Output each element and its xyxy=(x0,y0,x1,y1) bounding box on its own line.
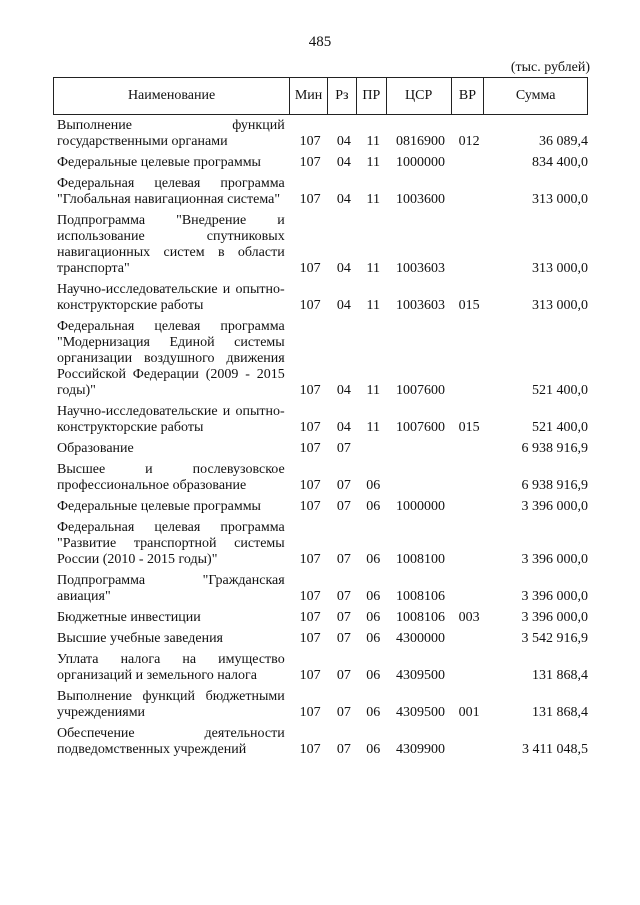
header-min: Мин xyxy=(290,78,328,114)
cell-name: Научно-исследовательские и опытно-конструкторские работы xyxy=(57,404,285,435)
cell-sum: 131 868,4 xyxy=(532,705,588,720)
header-name: Наименование xyxy=(54,78,290,114)
cell-name: Выполнение функций бюджетными учреждениями xyxy=(57,689,285,720)
cell-pr: 06 xyxy=(366,499,381,514)
header-sum: Сумма xyxy=(515,88,556,103)
cell-min: 107 xyxy=(299,420,321,435)
cell-min: 107 xyxy=(299,298,321,313)
cell-pr: 06 xyxy=(366,552,381,567)
cell-pr: 11 xyxy=(366,261,380,276)
cell-min: 107 xyxy=(299,742,321,757)
cell-csr: 1000000 xyxy=(395,499,445,514)
cell-sum: 36 089,4 xyxy=(539,134,588,149)
cell-pr: 11 xyxy=(366,420,380,435)
table-row xyxy=(53,404,588,436)
cell-name: Бюджетные инвестиции xyxy=(57,610,201,625)
cell-name: Обеспечение деятельности подведомственных учреждений xyxy=(57,726,285,757)
cell-sum: 6 938 916,9 xyxy=(521,478,588,493)
header-rz: Рз xyxy=(328,78,357,114)
cell-vr: 012 xyxy=(458,134,480,149)
cell-min: 107 xyxy=(299,155,321,170)
cell-sum: 313 000,0 xyxy=(532,192,588,207)
cell-rz: 07 xyxy=(336,589,351,604)
cell-name: Федеральная целевая программа "Развитие транспортной системы России (2010 - 2015 годы)" xyxy=(57,520,285,567)
table-row xyxy=(53,499,588,515)
cell-rz: 04 xyxy=(336,383,351,398)
cell-pr: 11 xyxy=(366,155,380,170)
cell-rz: 07 xyxy=(336,742,351,757)
cell-csr: 4309500 xyxy=(395,668,445,683)
units-label: (тыс. рублей) xyxy=(510,60,590,75)
cell-name: Уплата налога на имущество организаций и земельного налога xyxy=(57,652,285,683)
table-row xyxy=(53,155,588,171)
cell-csr: 1008100 xyxy=(395,552,445,567)
cell-name: Научно-исследовательские и опытно-конструкторские работы xyxy=(57,282,285,313)
cell-csr: 1008106 xyxy=(395,589,445,604)
cell-rz: 04 xyxy=(336,192,351,207)
table-row xyxy=(53,610,588,626)
cell-pr: 06 xyxy=(366,610,381,625)
cell-min: 107 xyxy=(299,589,321,604)
cell-vr: 003 xyxy=(458,610,480,625)
header-vr: ВР xyxy=(452,78,485,114)
cell-rz: 07 xyxy=(336,478,351,493)
table-row xyxy=(53,282,588,314)
cell-sum: 3 411 048,5 xyxy=(522,742,588,757)
cell-rz: 04 xyxy=(336,155,351,170)
cell-min: 107 xyxy=(299,668,321,683)
cell-rz: 04 xyxy=(336,261,351,276)
cell-name: Федеральная целевая программа "Глобальная навигационная система" xyxy=(57,176,285,207)
table-row xyxy=(53,213,588,277)
cell-name: Образование xyxy=(57,441,134,456)
table-row xyxy=(53,652,588,684)
cell-pr: 11 xyxy=(366,298,380,313)
cell-sum: 3 396 000,0 xyxy=(521,499,588,514)
table-row xyxy=(53,573,588,605)
cell-csr: 1007600 xyxy=(395,383,445,398)
cell-min: 107 xyxy=(299,383,321,398)
cell-csr: 1003603 xyxy=(395,261,445,276)
table-row xyxy=(53,176,588,208)
table-row xyxy=(53,441,588,457)
cell-sum: 521 400,0 xyxy=(532,383,588,398)
cell-rz: 07 xyxy=(336,668,351,683)
cell-name: Высшие учебные заведения xyxy=(57,631,223,646)
cell-rz: 04 xyxy=(336,298,351,313)
cell-rz: 07 xyxy=(336,552,351,567)
cell-csr: 4309900 xyxy=(395,742,445,757)
cell-csr: 1003603 xyxy=(395,298,445,313)
cell-vr: 001 xyxy=(458,705,480,720)
cell-name: Федеральная целевая программа "Модернизация Единой системы организации воздушного движения Российской Федерации (2009 - 2015 годы)" xyxy=(57,319,285,398)
cell-name: Подпрограмма "Гражданская авиация" xyxy=(57,573,285,604)
cell-vr: 015 xyxy=(458,298,480,313)
cell-pr: 06 xyxy=(366,668,381,683)
cell-pr: 06 xyxy=(366,705,381,720)
table-header xyxy=(53,77,588,115)
cell-sum: 313 000,0 xyxy=(532,298,588,313)
cell-min: 107 xyxy=(299,441,321,456)
cell-min: 107 xyxy=(299,478,321,493)
header-csr: ЦСР xyxy=(387,78,452,114)
cell-csr: 1007600 xyxy=(395,420,445,435)
cell-min: 107 xyxy=(299,552,321,567)
cell-sum: 3 542 916,9 xyxy=(521,631,588,646)
cell-sum: 834 400,0 xyxy=(532,155,588,170)
cell-name: Федеральные целевые программы xyxy=(57,155,261,170)
cell-pr: 06 xyxy=(366,742,381,757)
table-row xyxy=(53,726,588,758)
cell-pr: 11 xyxy=(366,192,380,207)
cell-csr: 4300000 xyxy=(395,631,445,646)
cell-pr: 11 xyxy=(366,383,380,398)
cell-name: Федеральные целевые программы xyxy=(57,499,261,514)
table-row xyxy=(53,319,588,399)
cell-min: 107 xyxy=(299,705,321,720)
cell-name: Выполнение функций государственными органами xyxy=(57,118,285,149)
cell-csr: 1008106 xyxy=(395,610,445,625)
cell-csr: 1000000 xyxy=(395,155,445,170)
cell-sum: 521 400,0 xyxy=(532,420,588,435)
cell-min: 107 xyxy=(299,192,321,207)
cell-rz: 07 xyxy=(336,499,351,514)
cell-csr: 0816900 xyxy=(395,134,445,149)
table-row xyxy=(53,462,588,494)
cell-csr: 1003600 xyxy=(395,192,445,207)
table-row xyxy=(53,118,588,150)
cell-sum: 3 396 000,0 xyxy=(521,552,588,567)
cell-rz: 07 xyxy=(336,631,351,646)
cell-sum: 3 396 000,0 xyxy=(521,589,588,604)
cell-min: 107 xyxy=(299,610,321,625)
cell-pr: 06 xyxy=(366,589,381,604)
cell-sum: 313 000,0 xyxy=(532,261,588,276)
cell-rz: 04 xyxy=(336,134,351,149)
header-pr: ПР xyxy=(357,78,387,114)
cell-min: 107 xyxy=(299,499,321,514)
table-row xyxy=(53,689,588,721)
cell-sum: 131 868,4 xyxy=(532,668,588,683)
cell-vr: 015 xyxy=(458,420,480,435)
cell-sum: 3 396 000,0 xyxy=(521,610,588,625)
cell-name: Подпрограмма "Внедрение и использование спутниковых навигационных систем в области транспорта" xyxy=(57,213,285,276)
page-number: 485 xyxy=(308,34,332,50)
cell-min: 107 xyxy=(299,134,321,149)
cell-rz: 07 xyxy=(336,441,351,456)
budget-table-body xyxy=(53,118,588,763)
cell-name: Высшее и послевузовское профессиональное образование xyxy=(57,462,285,493)
cell-csr: 4309500 xyxy=(395,705,445,720)
table-row xyxy=(53,520,588,568)
cell-rz: 07 xyxy=(336,610,351,625)
cell-rz: 07 xyxy=(336,705,351,720)
cell-pr: 11 xyxy=(366,134,380,149)
cell-pr: 06 xyxy=(366,631,381,646)
cell-min: 107 xyxy=(299,631,321,646)
table-row xyxy=(53,631,588,647)
cell-rz: 04 xyxy=(336,420,351,435)
cell-pr: 06 xyxy=(366,478,381,493)
cell-min: 107 xyxy=(299,261,321,276)
cell-sum: 6 938 916,9 xyxy=(521,441,588,456)
